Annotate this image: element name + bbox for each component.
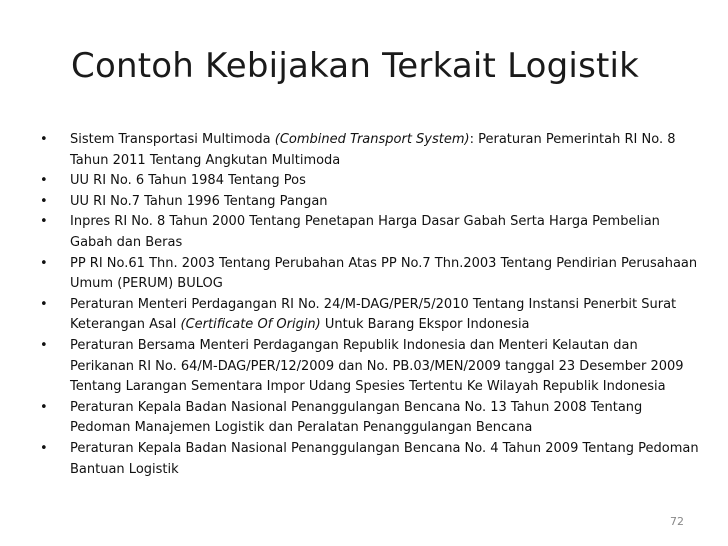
list-item-text <box>70 336 700 398</box>
list-item-text <box>70 295 700 336</box>
list-item <box>40 295 700 336</box>
bullet-icon: • <box>40 337 48 353</box>
bullet-icon: • <box>40 399 48 415</box>
text-segment: PP RI No.61 Thn. 2003 Tentang Perubahan Atas PP No.7 Thn.2003 Tentang Pendirian Perusahaan Umum (PERUM) BULOG <box>70 255 698 292</box>
bullet-icon: • <box>40 214 48 230</box>
list-item-text <box>70 439 700 480</box>
text-segment: UU RI No. 6 Tahun 1984 Tentang Pos <box>70 173 306 189</box>
text-segment: Peraturan Bersama Menteri Perdagangan Republik Indonesia dan Menteri Kelautan dan Perikanan RI No. 64/M-DAG/PER/12/2009 dan No. PB.03/MEN/2009 tanggal 23 Desember 2009 Tentang Larangan Sementara Impor Udang Spesies Tertentu Ke Wilayah Republik Indonesia <box>70 337 684 395</box>
italic-term: (Certificate Of Origin) <box>180 317 321 333</box>
bullet-list <box>40 130 700 480</box>
list-item <box>40 254 700 295</box>
page-number: 72 <box>670 515 684 528</box>
list-item <box>40 212 700 253</box>
bullet-icon: • <box>40 255 48 271</box>
list-item-text <box>70 254 700 295</box>
bullet-icon: • <box>40 132 48 147</box>
list-item-text <box>70 171 700 192</box>
slide-title: Contoh Kebijakan Terkait Logistik <box>71 46 640 86</box>
list-item <box>40 439 700 480</box>
bullet-icon: • <box>40 193 48 209</box>
text-segment: Sistem Transportasi Multimoda <box>70 132 275 147</box>
list-item-text <box>70 130 700 171</box>
list-item <box>40 130 700 171</box>
bullet-icon: • <box>40 440 48 456</box>
list-item <box>40 192 700 213</box>
text-segment: : Peraturan Pemerintah RI No. 8 Tahun 2011 Tentang Angkutan Multimoda <box>70 132 676 168</box>
list-item <box>40 171 700 192</box>
text-segment: Peraturan Kepala Badan Nasional Penanggulangan Bencana No. 13 Tahun 2008 Tentang Pedoman Manajemen Logistik dan Peralatan Penanggulangan Bencana <box>70 399 643 436</box>
list-item-text <box>70 398 700 439</box>
text-segment: UU RI No.7 Tahun 1996 Tentang Pangan <box>70 193 328 209</box>
list-item-text <box>70 192 700 213</box>
bullet-icon: • <box>40 173 48 189</box>
bullet-icon: • <box>40 296 48 312</box>
list-item <box>40 336 700 398</box>
list-item-text <box>70 212 700 253</box>
text-segment: Untuk Barang Ekspor Indonesia <box>320 317 530 333</box>
text-segment: Peraturan Menteri Perdagangan RI No. 24/M-DAG/PER/5/2010 Tentang Instansi Penerbit Surat Keterangan Asal <box>70 296 677 333</box>
italic-term: (Combined Transport System) <box>274 132 470 147</box>
list-item <box>40 398 700 439</box>
text-segment: Peraturan Kepala Badan Nasional Penanggulangan Bencana No. 4 Tahun 2009 Tentang Pedoman Bantuan Logistik <box>70 440 699 477</box>
text-segment: Inpres RI No. 8 Tahun 2000 Tentang Penetapan Harga Dasar Gabah Serta Harga Pembelian Gabah dan Beras <box>70 214 660 250</box>
